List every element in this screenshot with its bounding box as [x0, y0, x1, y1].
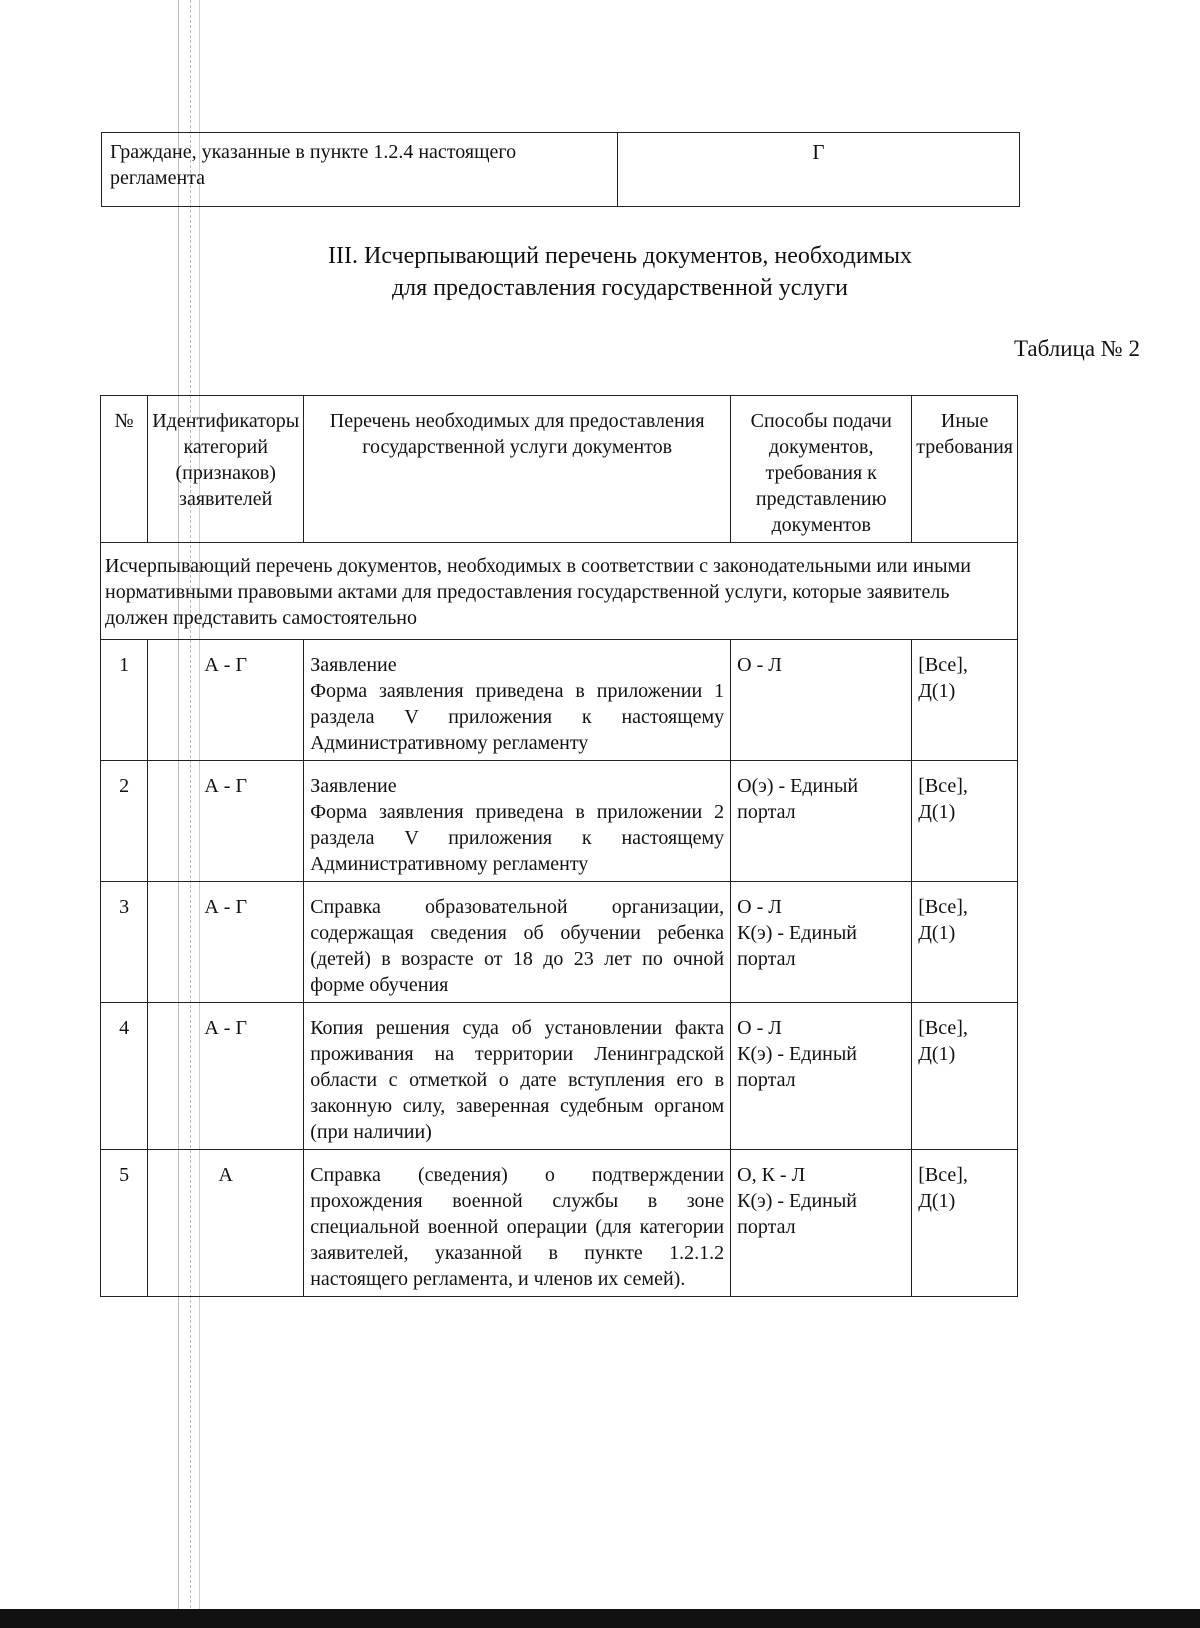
document-text: Копия решения суда об установлении факта проживания на территории Ленинградской области с отметкой о дате вступления его в законную силу, заверенная судебным органом (при наличии) [310, 1017, 725, 1143]
row-document [304, 761, 731, 882]
row-identifier: А - Г [148, 761, 304, 882]
requirement-line: Д(1) [918, 1043, 956, 1065]
method-line: К(э) - Единый [737, 1190, 857, 1212]
method-line: портал [737, 1069, 796, 1091]
method-line: К(э) - Единый [737, 922, 857, 944]
table-header-row [101, 396, 1018, 543]
row-submission-method [731, 761, 912, 882]
table-row [101, 761, 1018, 882]
method-line: О - Л [737, 896, 782, 918]
method-line: О(э) - Единый [737, 775, 859, 797]
row-identifier: А - Г [148, 882, 304, 1003]
requirement-line: Д(1) [918, 922, 956, 944]
intro-text: Исчерпывающий перечень документов, необходимых в соответствии с законодательными или иными нормативными правовыми актами для предоставления государственной услуги, которые заявитель должен представить самостоятельно [101, 543, 1018, 640]
method-line: К(э) - Единый [737, 1043, 857, 1065]
documents-table [100, 395, 1018, 1297]
row-identifier: А - Г [148, 640, 304, 761]
document-text: Справка образовательной организации, содержащая сведения об обучении ребенка (детей) в возрасте от 18 до 23 лет по очной форме обучения [310, 896, 725, 996]
requirement-line: [Все], [918, 654, 968, 676]
intro-row [101, 543, 1018, 640]
method-line: О, К - Л [737, 1164, 806, 1186]
method-line: портал [737, 1216, 796, 1238]
method-line: О - Л [737, 654, 782, 676]
row-identifier: А - Г [148, 1003, 304, 1150]
row-number: 1 [101, 640, 148, 761]
table-row [101, 1003, 1018, 1150]
row-submission-method [731, 1150, 912, 1297]
document-text: Форма заявления приведена в приложении 2 раздела V приложения к настоящему Административному регламенту [310, 801, 725, 875]
row-document [304, 882, 731, 1003]
row-document [304, 1003, 731, 1150]
header-documents: Перечень необходимых для предоставления государственной услуги документов [304, 396, 731, 543]
document-title: Заявление [310, 775, 397, 797]
requirement-line: Д(1) [918, 680, 956, 702]
header-identifiers: Идентификаторы категорий (признаков) заявителей [148, 396, 304, 543]
requirement-line: [Все], [918, 1164, 968, 1186]
row-number: 2 [101, 761, 148, 882]
category-description: Граждане, указанные в пункте 1.2.4 настоящего регламента [102, 133, 618, 207]
section-title [200, 240, 1040, 304]
row-document [304, 1150, 731, 1297]
table-row [101, 1150, 1018, 1297]
table-number-label: Таблица № 2 [1013, 336, 1140, 361]
table-row [101, 640, 1018, 761]
header-submission-methods: Способы подачи документов, требования к представлению документов [731, 396, 912, 543]
row-document [304, 640, 731, 761]
requirement-line: [Все], [918, 896, 968, 918]
requirement-line: Д(1) [918, 1190, 956, 1212]
requirement-line: Д(1) [918, 801, 956, 823]
method-line: О - Л [737, 1017, 782, 1039]
method-line: портал [737, 948, 796, 970]
category-identifier: Г [618, 133, 1020, 207]
requirement-line: [Все], [918, 1017, 968, 1039]
scan-bottom-edge [0, 1609, 1200, 1628]
applicant-category-table [101, 132, 1020, 207]
header-other-requirements: Иные требования [912, 396, 1018, 543]
row-submission-method [731, 882, 912, 1003]
row-number: 5 [101, 1150, 148, 1297]
section-title-line: III. Исчерпывающий перечень документов, необходимых [328, 243, 912, 269]
row-other-requirements [912, 1150, 1018, 1297]
row-other-requirements [912, 761, 1018, 882]
table-row [102, 133, 1020, 207]
row-identifier: А [148, 1150, 304, 1297]
document-text: Форма заявления приведена в приложении 1 раздела V приложения к настоящему Административному регламенту [310, 680, 725, 754]
document-text: Справка (сведения) о подтверждении прохождения военной службы в зоне специальной военной операции (для категории заявителей, указанной в пункте 1.2.1.2 настоящего регламента, и членов их семей). [310, 1164, 725, 1290]
row-number: 4 [101, 1003, 148, 1150]
row-other-requirements [912, 882, 1018, 1003]
section-title-line: для предоставления государственной услуги [391, 275, 849, 301]
row-number: 3 [101, 882, 148, 1003]
row-other-requirements [912, 640, 1018, 761]
document-title: Заявление [310, 654, 397, 676]
requirement-line: [Все], [918, 775, 968, 797]
table-row [101, 882, 1018, 1003]
row-submission-method [731, 640, 912, 761]
row-other-requirements [912, 1003, 1018, 1150]
row-submission-method [731, 1003, 912, 1150]
method-line: портал [737, 801, 796, 823]
header-num: № [101, 396, 148, 543]
